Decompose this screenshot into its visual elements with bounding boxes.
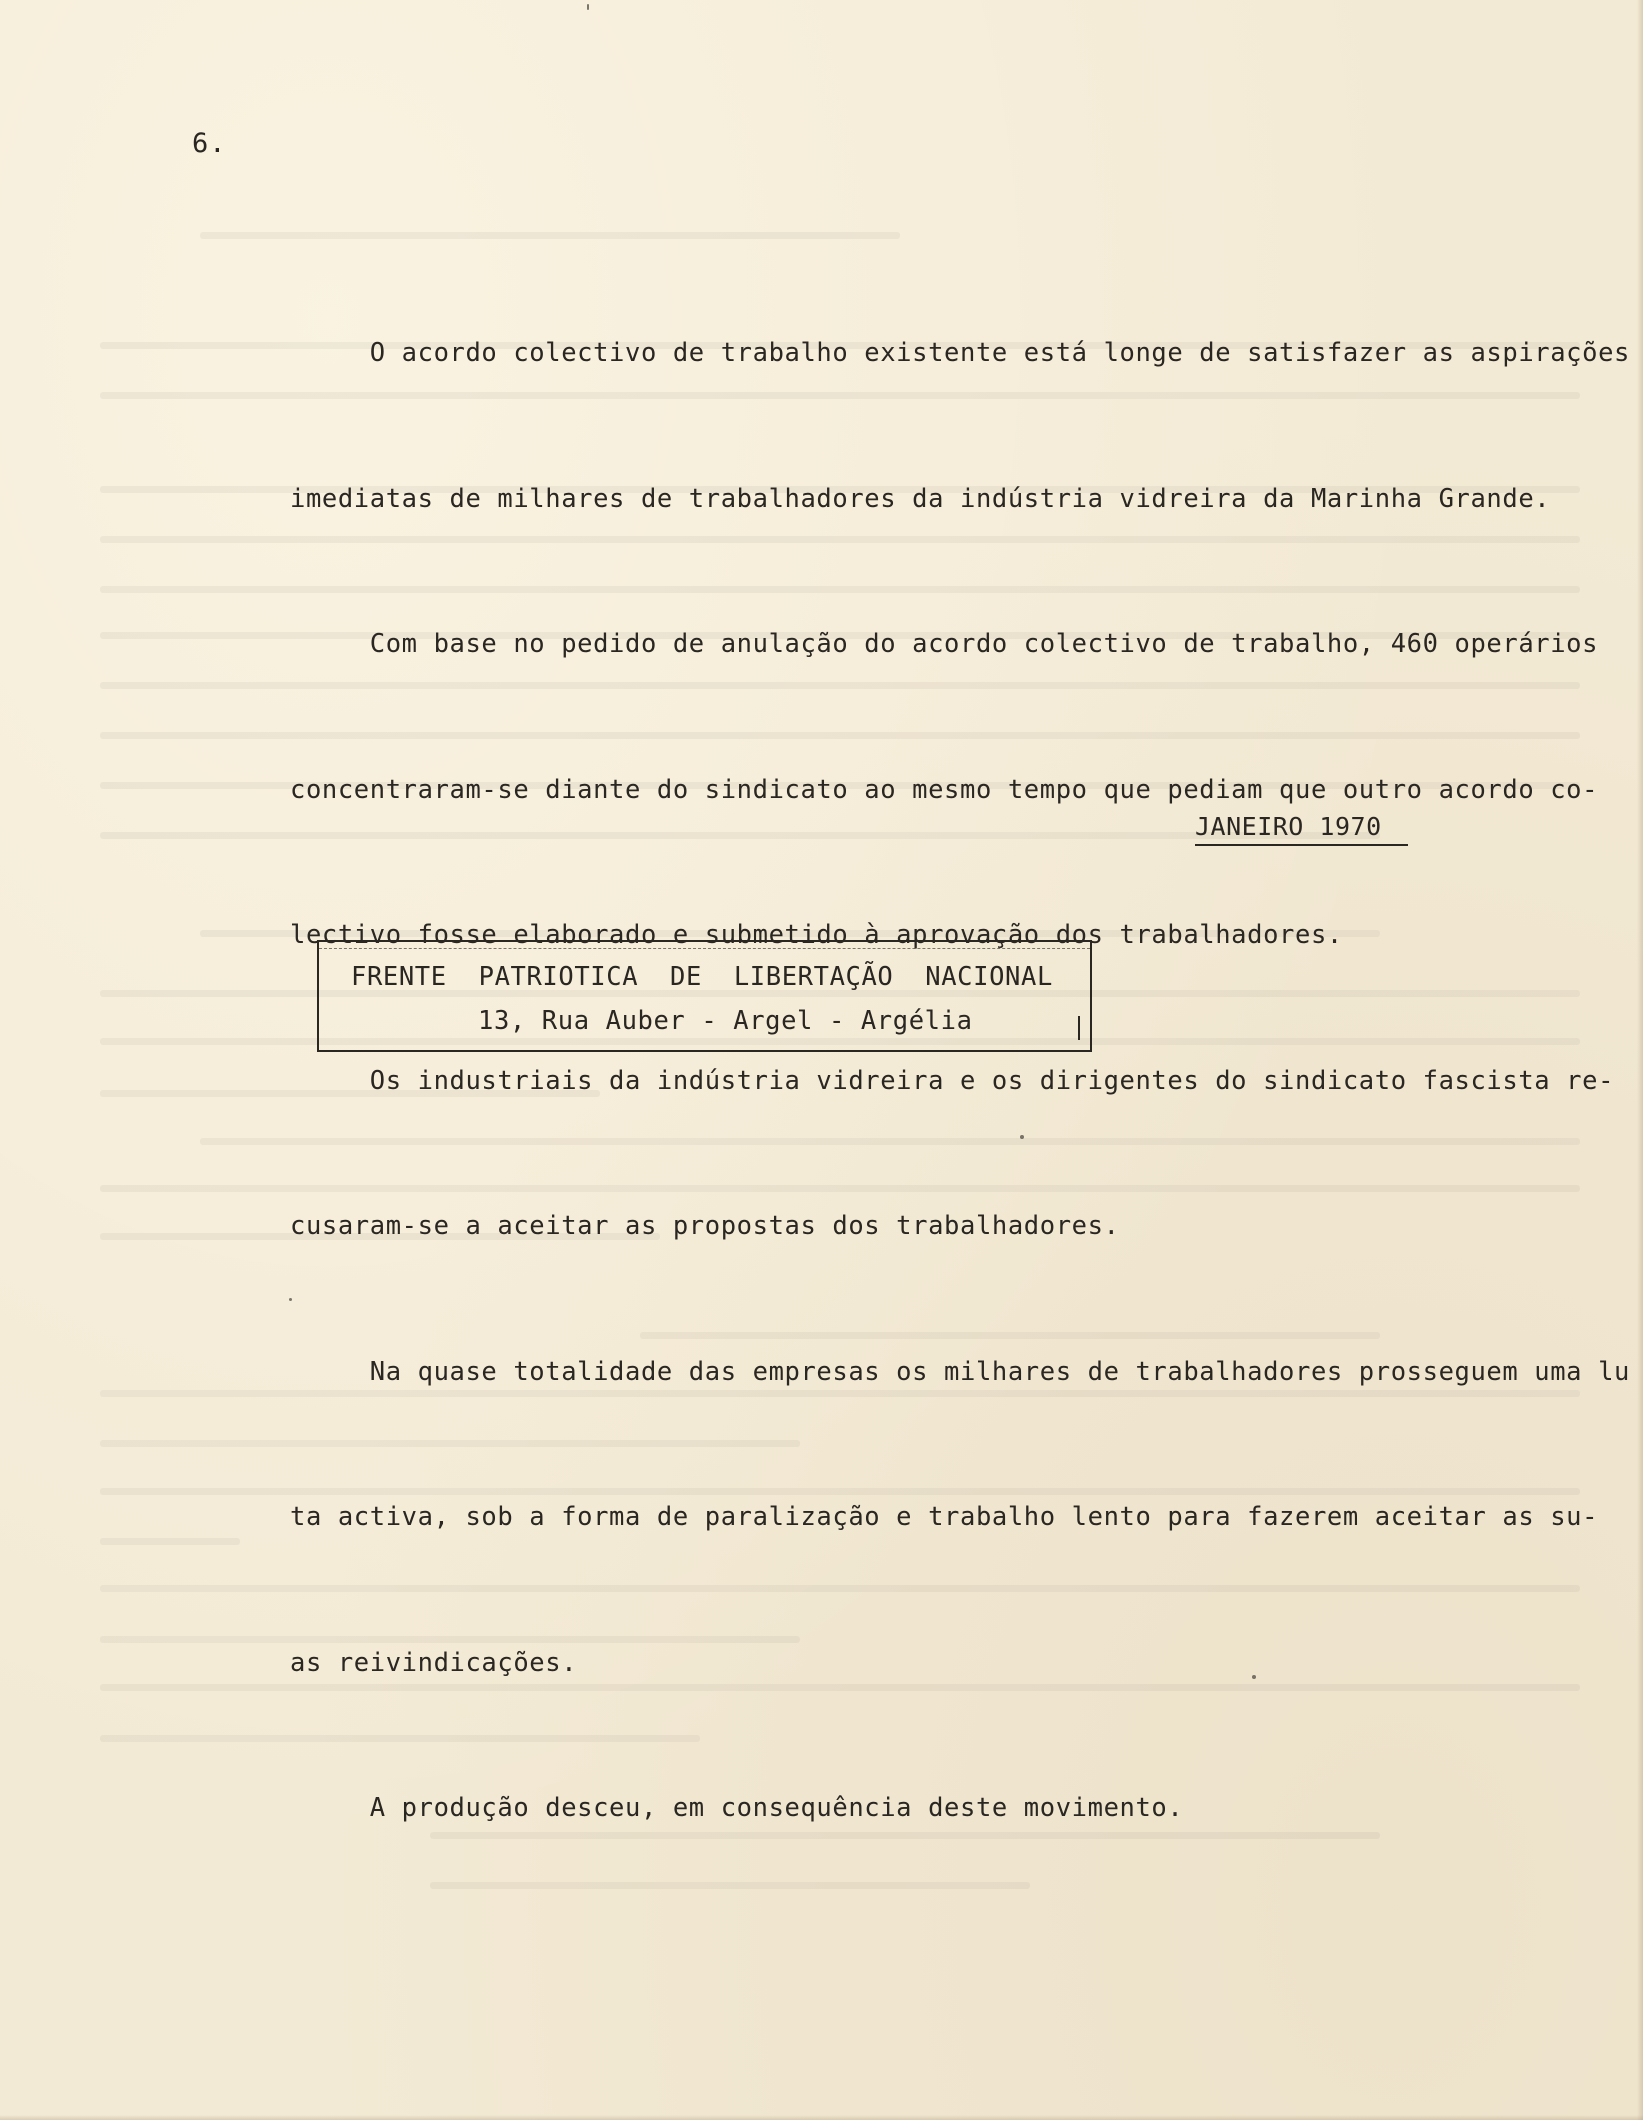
text-line: lectivo fosse elaborado e submetido à aprovação dos trabalhadores. [290,920,1343,950]
text-line: Os industriais da indústria vidreira e os dirigentes do sindicato fascista re- [290,1065,1615,1096]
text-line: ta activa, sob a forma de paralização e trabalho lento para fazerem aceitar as su- [290,1502,1599,1532]
page-number: 6. [192,128,227,159]
text-line: concentraram-se diante do sindicato ao mesmo tempo que pediam que outro acordo co- [290,774,1599,805]
stamp-address: 13, Rua Auber - Argel - Argélia [478,1006,973,1036]
address-stamp [317,940,1092,1052]
ink-speck [289,1298,292,1301]
text-line: Na quase totalidade das empresas os milhares de trabalhadores prosseguem uma lu [290,1356,1630,1387]
stamp-border-line [319,948,1090,949]
text-line: cusaram-se a aceitar as propostas dos trabalhadores. [290,1211,1120,1241]
ink-speck [1020,1135,1024,1139]
ink-speck [1252,1675,1256,1679]
body-text [290,232,1630,1930]
text-line: O acordo colectivo de trabalho existente está longe de satisfazer as aspirações [290,338,1630,368]
stamp-mark [1078,1016,1080,1040]
text-line: imediatas de milhares de trabalhadores da indústria vidreira da Marinha Grande. [290,483,1551,514]
text-line: as reivindicações. [290,1647,578,1678]
stamp-organization: FRENTE PATRIOTICA DE LIBERTAÇÃO NACIONAL [351,962,1053,992]
ink-speck [587,4,589,10]
paper-edge-bottom [0,2115,1643,2120]
text-line: A produção desceu, em consequência deste movimento. [290,1793,1184,1823]
text-line: Com base no pedido de anulação do acordo colectivo de trabalho, 460 operários [290,629,1599,659]
date-line: JANEIRO 1970 [1195,812,1408,846]
paper-edge-right [1637,0,1643,2120]
